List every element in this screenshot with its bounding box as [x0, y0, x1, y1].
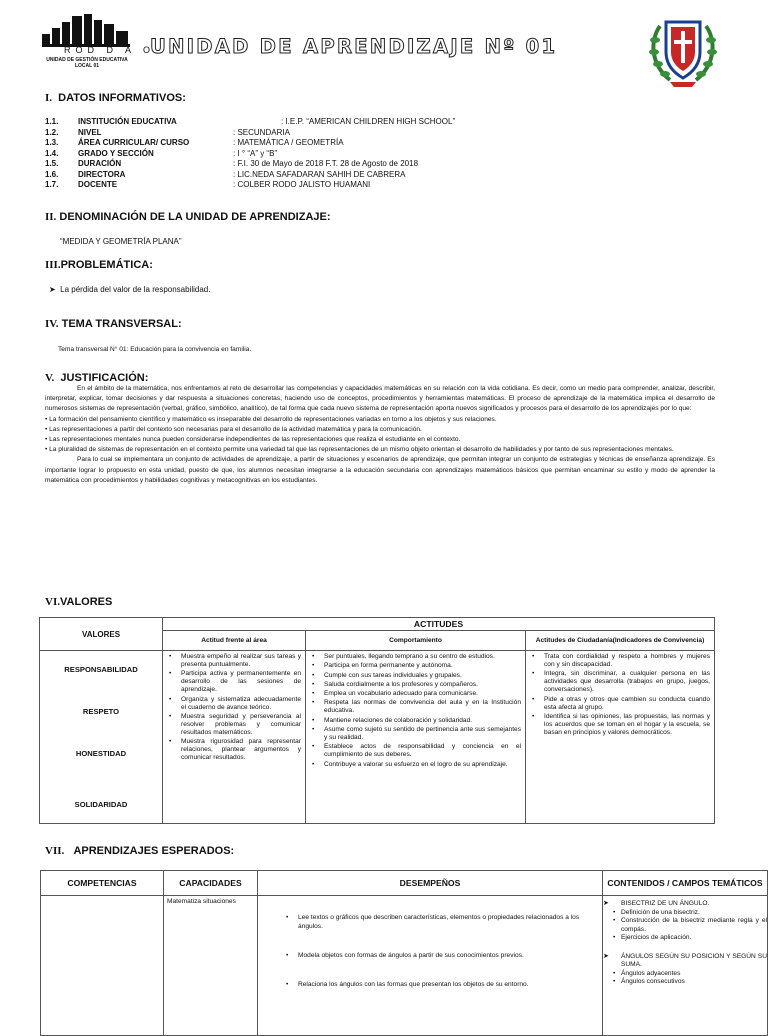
- info-value: : COLBER RODO JALISTO HUAMANI: [233, 180, 371, 189]
- capacidades-cell: [164, 896, 258, 1036]
- info-number: 1.4.: [45, 148, 59, 158]
- justification-paragraph: En el ámbito de la matemática, nos enfrentamos al reto de desarrollar las competencias y capacidades matemáticas en su relación con la vida cotidiana. Es decir, como un medio para comprender, analizar, describir, interpretar, explicar, tomar decisiones y dar respuesta a situaciones concretas, haciendo uso de conceptos, procedimientos y herramientas matemáticas. El proceso de aprendizaje de la matemática implica el desarrollo de numerosos sistemas de representación (verbal, gráfico, simbólico, analítico), de tal forma que cada nuevo sistema de representación aporta nuevos significados y procesos para el desarrollo de los aprendizajes por lo que:: [45, 385, 715, 413]
- section-title: VALORES: [59, 596, 113, 608]
- section-number: I.: [45, 92, 53, 104]
- school-crest-icon: [646, 12, 720, 88]
- capacity-text: Matematiza situaciones: [167, 898, 236, 905]
- info-number: 1.1.: [45, 117, 59, 126]
- list-item: • Muestra rigurosidad para representar relaciones, plantear argumentos y comunicar resultados.: [181, 738, 301, 762]
- problem-text: La pérdida del valor de la responsabilidad.: [60, 285, 211, 294]
- info-label: NIVEL: [78, 127, 102, 137]
- info-value: : SECUNDARIA: [233, 127, 290, 137]
- list-item: • Respeta las normas de convivencia del aula y en la Institución educativa.: [324, 699, 521, 715]
- list-item: • Cumple con sus tareas individuales y grupales.: [324, 672, 521, 680]
- list-item: • Identifica si las opiniones, las propuestas, las normas y los acuerdos que se toman en el hogar y la escuela, se basan en principios y valores democráticos.: [544, 713, 710, 737]
- justification-paragraph: Para lo cual se implementara un conjunto de actividades de aprendizaje, a partir de situaciones y escenarios de aprendizaje, que permitan integrar un conjunto de estrategias y técnicas de enseñanza aprendizaje. Es importante lograr lo propuesto en esta unidad, puesto de que, los alumnos necesitan integrarse a la educación secundaria con aprendizajes matemáticos básicos que permitan encaminar su estilo y modo de aprender la matemática con procedimientos y habilidades cognitivas y metacognitivas en los estudiantes.: [45, 456, 715, 484]
- section-number: VI.: [45, 596, 60, 608]
- list-item: • Participa activa y permanentemente en desarrollo de las sesiones de aprendizaje.: [181, 670, 301, 694]
- transversal-theme: Tema transversal N° 01: Educación para la convivencia en familia.: [58, 346, 252, 353]
- list-item: • Muestra seguridad y perseverancia al resolver problemas y comunicar resultados matemáticos.: [181, 713, 301, 737]
- section-title: JUSTIFICACIÓN:: [60, 372, 149, 384]
- header-comportamiento: Comportamiento: [306, 631, 526, 651]
- list-item: • Emplea un vocabulario adecuado para comunicarse.: [324, 690, 521, 698]
- info-label: DOCENTE: [78, 180, 118, 189]
- unit-name: “MEDIDA Y GEOMETRÍA PLANA”: [60, 237, 182, 246]
- section-title: DATOS INFORMATIVOS:: [58, 92, 186, 104]
- list-item: • Pide a otras y otros que cambien su conducta cuando esta afecta al grupo.: [544, 696, 710, 712]
- ugel-logo-icon: [42, 14, 130, 46]
- section-title: TEMA TRANSVERSAL:: [61, 318, 182, 330]
- area-cell: [163, 651, 306, 824]
- info-number: 1.5.: [45, 159, 59, 168]
- page-title: UNIDAD DE APRENDIZAJE Nº 01: [150, 35, 558, 58]
- justification-bullet: • La formación del pensamiento científico y matemático es inseparable del desarrollo de representaciones variadas en torno a los objetos y sus relaciones.: [45, 415, 497, 423]
- list-item: • Relaciona los ángulos con las formas que presentan los objetos de su entorno.: [298, 980, 596, 989]
- problem-item: [49, 285, 210, 294]
- value-label: SOLIDARIDAD: [74, 800, 128, 809]
- justification-text: [45, 384, 715, 486]
- list-item: • Trata con cordialidad y respeto a hombres y mujeres con y sin discapacidad.: [544, 653, 710, 669]
- list-item: • Definición de una bisectriz.: [621, 909, 767, 918]
- list-item: • Mantiene relaciones de colaboración y solidaridad.: [324, 717, 521, 725]
- info-label: GRADO Y SECCIÓN: [78, 148, 154, 158]
- section-number: II.: [45, 211, 57, 223]
- list-item: • Ángulos adyacentes: [621, 970, 767, 979]
- list-item: • Construcción de la bisectriz mediante regla y el compás.: [621, 917, 767, 934]
- section-number: VII.: [45, 845, 65, 857]
- section-2-heading: [45, 211, 331, 223]
- content-group: ➤ BISECTRIZ DE UN ÁNGULO.: [603, 900, 767, 909]
- header-actitud-area: Actitud frente al área: [163, 631, 306, 651]
- info-number: 1.7.: [45, 180, 59, 189]
- section-1-heading: [45, 92, 186, 104]
- list-item: • Lee textos o gráficos que describen características, elementos o propiedades relacionados a los ángulos.: [298, 913, 596, 931]
- list-item: • Organiza y sistematiza adecuadamente el cuaderno de avance teórico.: [181, 696, 301, 712]
- list-item: • Participa en forma permanente y autónoma.: [324, 662, 521, 670]
- info-label: INSTITUCIÓN EDUCATIVA: [78, 117, 177, 126]
- desempenos-cell: [258, 896, 603, 1036]
- contenidos-cell: [603, 896, 768, 1036]
- arrow-icon: ➤: [49, 285, 56, 294]
- header-ciudadania: Actitudes de Ciudadanía(Indicadores de Convivencia): [526, 631, 715, 651]
- info-value: : MATEMÁTICA / GEOMETRÍA: [233, 138, 344, 147]
- info-number: 1.6.: [45, 169, 59, 179]
- info-value: : I.E.P. “AMERICAN CHILDREN HIGH SCHOOL”: [281, 117, 456, 126]
- section-title: APRENDIZAJES ESPERADOS:: [73, 845, 235, 857]
- section-5-heading: [45, 372, 148, 384]
- logo-text: ROD D A O: [64, 45, 156, 55]
- header-competencias: COMPETENCIAS: [41, 871, 164, 896]
- info-label: ÁREA CURRICULAR/ CURSO: [78, 138, 190, 147]
- value-label: RESPONSABILIDAD: [64, 665, 138, 674]
- info-label: DIRECTORA: [78, 169, 126, 179]
- info-label: DURACIÓN: [78, 159, 122, 168]
- list-item: • Asume como sujeto su sentido de pertinencia ante sus semejantes y su realidad.: [324, 726, 521, 742]
- section-title: PROBLEMÁTICA:: [60, 259, 153, 271]
- section-number: IV.: [45, 318, 59, 330]
- content-group: ➤ ÁNGULOS SEGÚN SU POSICION Y SEGÚN SU SUMA.: [603, 953, 767, 970]
- logo-subtitle: UNIDAD DE GESTIÓN EDUCATIVA LOCAL 01: [46, 57, 128, 69]
- section-number: III.: [45, 259, 61, 271]
- list-item: • Establece actos de responsabilidad y conciencia en el cumplimiento de sus deberes.: [324, 743, 521, 759]
- behavior-cell: [306, 651, 526, 824]
- learning-table: [40, 870, 768, 1036]
- list-item: • Ejercicios de aplicación.: [621, 934, 767, 943]
- list-item: • Ser puntuales, llegando temprano a su centro de estudios.: [324, 653, 521, 661]
- section-4-heading: [45, 318, 182, 330]
- list-item: • Muestra empeño al realizar sus tareas y presenta puntualmente.: [181, 653, 301, 669]
- header-desempenos: DESEMPEÑOS: [258, 871, 603, 896]
- header-capacidades: CAPACIDADES: [164, 871, 258, 896]
- value-label: RESPETO: [82, 707, 120, 716]
- citizenship-cell: [526, 651, 715, 824]
- justification-bullet: • Las representaciones a partir del contexto son necesarias para el desarrollo de la actividad matemática y para la comunicación.: [45, 425, 422, 433]
- justification-bullet: • Las representaciones mentales nunca pueden considerarse independientes de las representaciones que realiza el estudiante en el contexto.: [45, 436, 461, 444]
- list-item: • Contribuye a valorar su esfuerzo en el logro de su aprendizaje.: [324, 761, 521, 769]
- value-label: HONESTIDAD: [75, 749, 127, 758]
- info-value: : I ° “A” y “B”: [233, 148, 278, 158]
- list-item: • Saluda cordialmente a los profesores y compañeros.: [324, 681, 521, 689]
- section-number: V.: [45, 372, 55, 384]
- list-item: • Integra, sin discriminar, a cualquier persona en las actividades que desarrolla (trabajos en grupo, juegos, conversaciones).: [544, 670, 710, 694]
- values-table: [39, 617, 715, 824]
- info-value: : F.I. 30 de Mayo de 2018 F.T. 28 de Agosto de 2018: [233, 159, 419, 168]
- list-item: • Ángulos consecutivos: [621, 978, 767, 987]
- list-item: • Modela objetos con formas de ángulos a partir de sus conocimientos previos.: [298, 951, 596, 960]
- competencias-cell: [41, 896, 164, 1036]
- justification-bullet: • La pluralidad de sistemas de representación en el contexto permite una variedad tal que las representaciones de un mismo objeto orientan el desarrollo de habilidades y por tanto de sus representaciones mentales.: [45, 446, 674, 454]
- info-number: 1.3.: [45, 138, 59, 147]
- info-number: 1.2.: [45, 127, 59, 137]
- section-title: DENOMINACIÓN DE LA UNIDAD DE APRENDIZAJE:: [59, 211, 331, 223]
- header-valores: VALORES: [40, 618, 163, 651]
- header-actitudes: ACTITUDES: [163, 618, 715, 631]
- header-contenidos: CONTENIDOS / CAMPOS TEMÁTICOS: [603, 871, 768, 896]
- values-cell: [40, 651, 163, 824]
- info-value: : LIC.NEDA SAFADARAN SAHIH DE CABRERA: [233, 169, 406, 179]
- section-7-heading: [45, 845, 234, 857]
- section-3-heading: [45, 259, 153, 271]
- section-6-heading: [45, 596, 112, 608]
